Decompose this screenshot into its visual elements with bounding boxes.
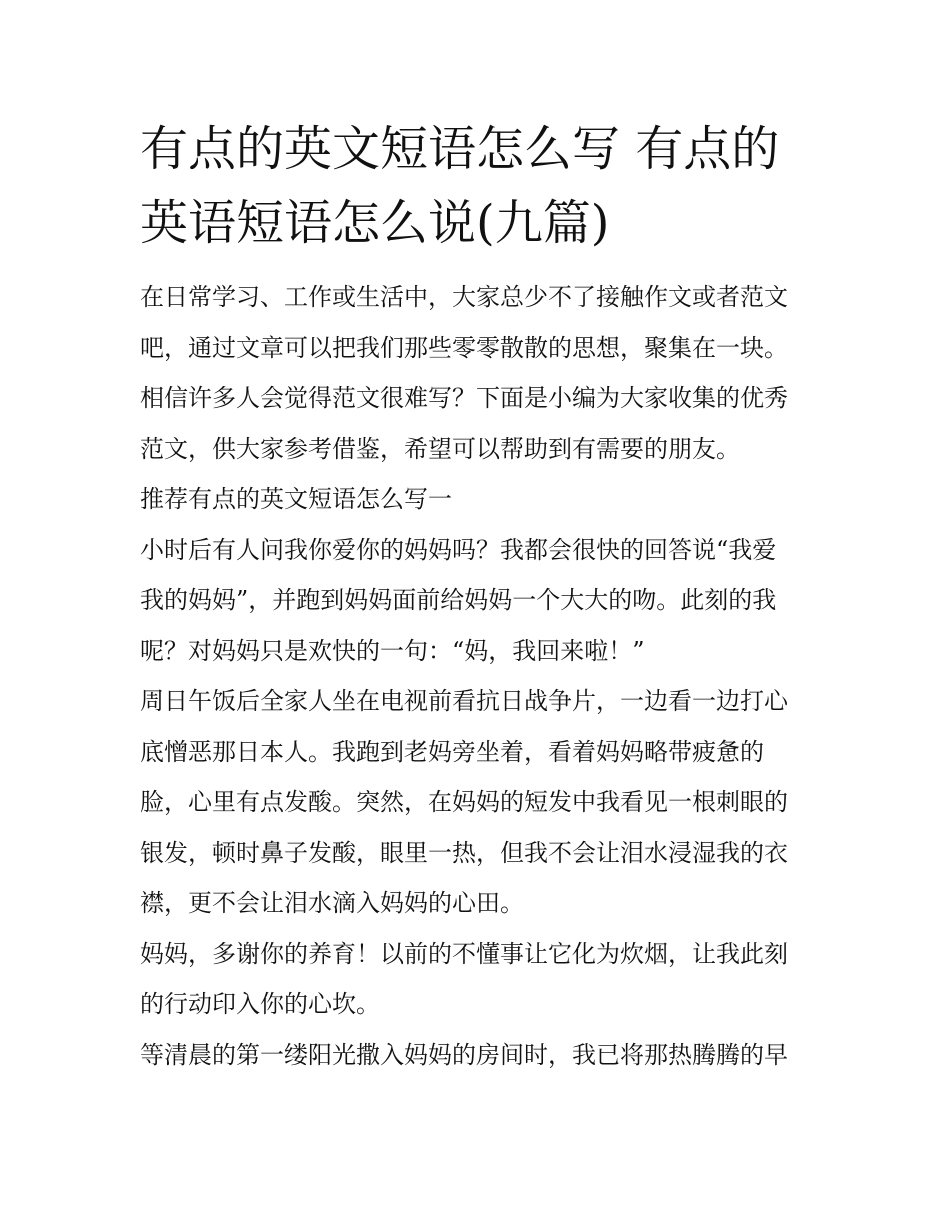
text-line: 周日午饭后全家人坐在电视前看抗日战争片，一边看一边打心 xyxy=(140,687,788,715)
text-line: 襟，更不会让泪水滴入妈妈的心田。 xyxy=(140,889,524,917)
text-line: 脸，心里有点发酸。突然，在妈妈的短发中我看见一根刺眼的 xyxy=(140,788,788,816)
paragraph-4 xyxy=(140,1030,816,1081)
paragraph-1 xyxy=(140,525,816,677)
paragraph-2 xyxy=(140,676,816,929)
text-line: 在日常学习、工作或生活中，大家总少不了接触作文或者范文 xyxy=(140,283,788,311)
paragraph-3 xyxy=(140,929,816,1030)
text-line: 银发，顿时鼻子发酸，眼里一热，但我不会让泪水浸湿我的衣 xyxy=(140,838,788,867)
text-line: 我的妈妈”，并跑到妈妈面前给妈妈一个大大的吻。此刻的我 xyxy=(140,586,777,614)
section-heading: 推荐有点的英文短语怎么写一 xyxy=(140,485,452,513)
text-line: 的行动印入你的心坎。 xyxy=(140,990,380,1018)
document-content xyxy=(140,112,816,1080)
text-line: 底憎恶那日本人。我跑到老妈旁坐着，看着妈妈略带疲惫的 xyxy=(140,737,764,766)
text-line: 小时后有人问我你爱你的妈妈吗？我都会很快的回答说“我爱 xyxy=(140,535,777,564)
text-line: 等清晨的第一缕阳光撒入妈妈的房间时，我已将那热腾腾的早 xyxy=(140,1040,788,1069)
text-line: 妈妈，多谢你的养育！以前的不懂事让它化为炊烟，让我此刻 xyxy=(140,939,788,968)
document-body xyxy=(140,272,816,1080)
title-line: 有点的英文短语怎么写 有点的 xyxy=(140,121,780,177)
text-line: 吧，通过文章可以把我们那些零零散散的思想，聚集在一块。 xyxy=(140,333,788,362)
document-title xyxy=(140,112,816,260)
intro-paragraph xyxy=(140,272,816,474)
title-line: 英语短语怎么说(九篇) xyxy=(140,195,610,251)
text-line: 相信许多人会觉得范文很难写？下面是小编为大家收集的优秀 xyxy=(140,384,788,412)
text-line: 呢？对妈妈只是欢快的一句：“妈，我回来啦！” xyxy=(140,636,645,665)
text-line: 范文，供大家参考借鉴，希望可以帮助到有需要的朋友。 xyxy=(140,434,740,463)
